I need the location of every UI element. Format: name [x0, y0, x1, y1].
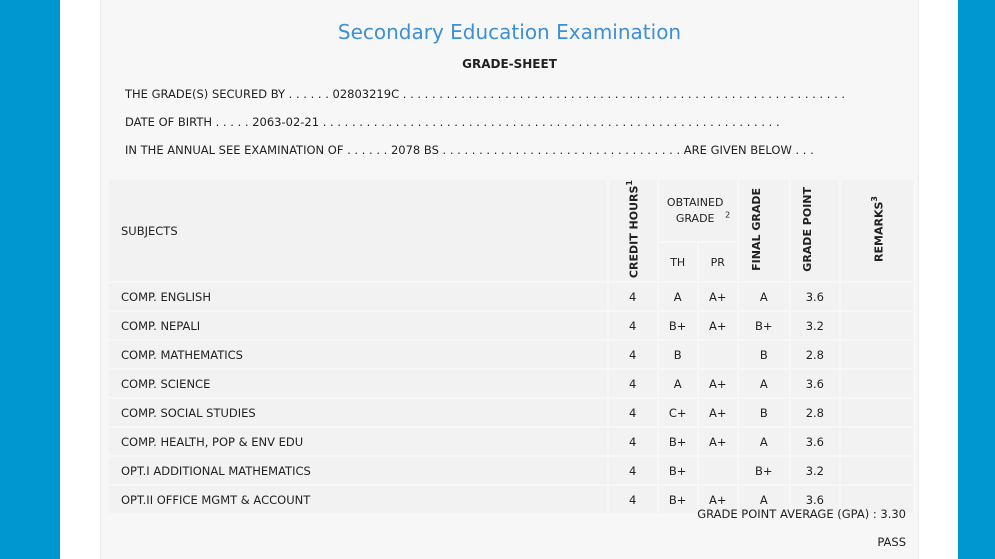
header-subjects: [109, 180, 607, 281]
subject-cell: COMP. MATHEMATICS: [109, 341, 607, 368]
header-final-grade: [739, 180, 789, 281]
final-grade-cell: A: [739, 428, 789, 455]
grade-point-cell: 3.6: [791, 370, 839, 397]
date-of-birth-line: DATE OF BIRTH . . . . . 2063-02-21 . . . . . . . . . . . . . . . . . . . . . . . . . . . . . . . . . . . . . . . . . . . . . . . . . . . . . . . . . . . . . . .: [125, 115, 780, 129]
remarks-cell: [841, 312, 913, 339]
pr-grade-cell: A+: [699, 399, 737, 426]
remarks-cell: [841, 457, 913, 484]
table-row: [109, 312, 913, 339]
subject-cell: OPT.I ADDITIONAL MATHEMATICS: [109, 457, 607, 484]
credit-cell: 4: [609, 399, 657, 426]
credit-cell: 4: [609, 486, 657, 513]
exam-line: IN THE ANNUAL SEE EXAMINATION OF . . . . . . 2078 BS . . . . . . . . . . . . . . . . . . . . . . . . . . . . . . . . . ARE GIVEN BELOW . . .: [125, 143, 814, 157]
grades-table: [107, 178, 915, 515]
remarks-cell: [841, 283, 913, 310]
remarks-cell: [841, 399, 913, 426]
grade-sheet-panel: [100, 0, 919, 559]
grade-point-cell: 3.6: [791, 486, 839, 513]
grade-point-cell: 3.2: [791, 457, 839, 484]
grade-point-cell: 3.6: [791, 283, 839, 310]
header-obtained-sup: 2: [725, 209, 731, 219]
final-grade-cell: A: [739, 370, 789, 397]
header-remarks-sup: 3: [869, 196, 879, 202]
subject-cell: COMP. SOCIAL STUDIES: [109, 399, 607, 426]
credit-cell: 4: [609, 312, 657, 339]
pr-grade-cell: [699, 341, 737, 368]
header-final-label: FINAL GRADE: [749, 187, 763, 271]
header-obtained-label: OBTAINED GRADE: [666, 195, 724, 225]
th-grade-cell: A: [659, 283, 697, 310]
header-credit-hours: [609, 180, 657, 281]
header-subjects-label: SUBJECTS: [121, 223, 178, 238]
result-status: PASS: [877, 535, 906, 549]
header-credit-label: CREDIT HOURS: [627, 185, 641, 279]
subject-cell: COMP. NEPALI: [109, 312, 607, 339]
pr-grade-cell: A+: [699, 486, 737, 513]
grade-point-cell: 3.2: [791, 312, 839, 339]
table-row: [109, 428, 913, 455]
header-point-label: GRADE POINT: [800, 186, 814, 272]
header-credit-sup: 1: [625, 180, 635, 186]
final-grade-cell: A: [739, 283, 789, 310]
page: [60, 0, 958, 559]
pr-grade-cell: A+: [699, 428, 737, 455]
exam-title: Secondary Education Examination: [337, 20, 682, 44]
secured-by-line: THE GRADE(S) SECURED BY . . . . . . 02803219C . . . . . . . . . . . . . . . . . . . . . . . . . . . . . . . . . . . . . . . . . . . . . . . . . . . . . . . . . . . . .: [125, 87, 846, 101]
grade-sheet-heading: GRADE-SHEET: [462, 57, 557, 71]
gpa-summary: GRADE POINT AVERAGE (GPA) : 3.30: [697, 507, 906, 521]
header-th: TH: [659, 243, 697, 281]
th-grade-cell: B+: [659, 486, 697, 513]
subject-cell: COMP. SCIENCE: [109, 370, 607, 397]
table-row: [109, 370, 913, 397]
pr-grade-cell: A+: [699, 312, 737, 339]
th-grade-cell: B+: [659, 312, 697, 339]
final-grade-cell: B: [739, 341, 789, 368]
table-row: [109, 283, 913, 310]
pr-grade-cell: A+: [699, 370, 737, 397]
remarks-cell: [841, 370, 913, 397]
table-row: [109, 399, 913, 426]
header-grade-point: [791, 180, 839, 281]
credit-cell: 4: [609, 428, 657, 455]
subject-cell: COMP. ENGLISH: [109, 283, 607, 310]
final-grade-cell: B+: [739, 457, 789, 484]
table-row: [109, 341, 913, 368]
subject-cell: COMP. HEALTH, POP & ENV EDU: [109, 428, 607, 455]
header-obtained-grade: [659, 180, 737, 241]
header-pr: PR: [699, 243, 737, 281]
grade-point-cell: 2.8: [791, 341, 839, 368]
final-grade-cell: A: [739, 486, 789, 513]
header-remarks: [841, 180, 913, 281]
credit-cell: 4: [609, 457, 657, 484]
th-grade-cell: B: [659, 341, 697, 368]
table-row: [109, 457, 913, 484]
remarks-cell: [841, 428, 913, 455]
th-grade-cell: B+: [659, 428, 697, 455]
header-remarks-label: REMARKS: [872, 201, 886, 263]
th-grade-cell: C+: [659, 399, 697, 426]
final-grade-cell: B+: [739, 312, 789, 339]
credit-cell: 4: [609, 370, 657, 397]
grades-table-body: [109, 283, 913, 513]
pr-grade-cell: A+: [699, 283, 737, 310]
grade-point-cell: 3.6: [791, 428, 839, 455]
remarks-cell: [841, 341, 913, 368]
th-grade-cell: A: [659, 370, 697, 397]
credit-cell: 4: [609, 341, 657, 368]
credit-cell: 4: [609, 283, 657, 310]
subject-cell: OPT.II OFFICE MGMT & ACCOUNT: [109, 486, 607, 513]
final-grade-cell: B: [739, 399, 789, 426]
grade-point-cell: 2.8: [791, 399, 839, 426]
th-grade-cell: B+: [659, 457, 697, 484]
pr-grade-cell: [699, 457, 737, 484]
